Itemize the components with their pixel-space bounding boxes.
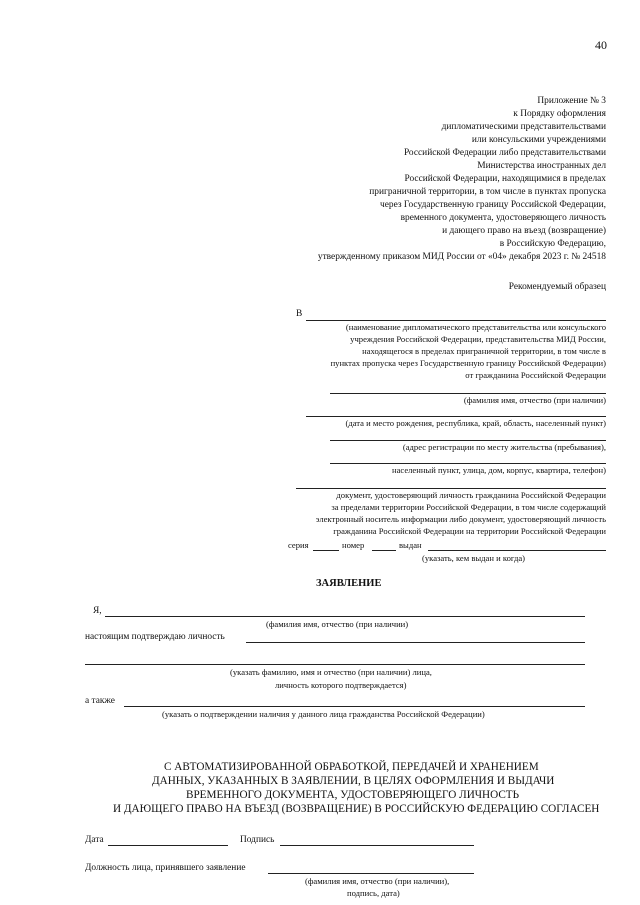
appendix-line: к Порядку оформления xyxy=(513,109,606,119)
statement-fio-line[interactable] xyxy=(105,616,585,617)
number-input[interactable] xyxy=(372,550,396,551)
document-hint: документ, удостоверяющий личность гражданина Российской Федерации xyxy=(336,490,606,500)
official-line[interactable] xyxy=(268,873,474,874)
person-hint: (указать фамилию, имя и отчество (при наличии) лица, xyxy=(230,667,432,677)
appendix-line: в Российскую Федерацию, xyxy=(499,239,606,249)
appendix-line: через Государственную границу Российской Федерации, xyxy=(380,200,606,210)
appendix-line: приграничной территории, в том числе в пунктах пропуска xyxy=(369,187,606,197)
address-hint: (адрес регистрации по месту жительства (пребывания), xyxy=(402,442,606,452)
number-label: номер xyxy=(342,540,365,550)
appendix-line: утвержденному приказом МИД России от «04» декабря 2023 г. № 24518 xyxy=(317,252,606,262)
person-hint: личность которого подтверждается) xyxy=(275,680,407,690)
consent-line: ВРЕМЕННОГО ДОКУМЕНТА, УДОСТОВЕРЯЮЩЕГО ЛИЧНОСТЬ xyxy=(186,789,520,801)
issued-label: выдан xyxy=(399,540,422,550)
statement-fio-hint: (фамилия имя, отчество (при наличии) xyxy=(266,619,409,629)
series-label: серия xyxy=(288,540,309,550)
citizenship-hint: (указать о подтверждении наличия у данного лица гражданства Российской Федерации) xyxy=(162,709,485,719)
consent-line: С АВТОМАТИЗИРОВАННОЙ ОБРАБОТКОЙ, ПЕРЕДАЧЕЙ И ХРАНЕНИЕМ xyxy=(164,761,539,773)
date-label: Дата xyxy=(85,835,104,845)
person-line[interactable] xyxy=(85,664,585,665)
addressee-hint: (наименование дипломатического представительства или консульского xyxy=(345,322,606,332)
appendix-line: временного документа, удостоверяющего личность xyxy=(400,213,606,223)
addressee-hint: находящегося в пределах приграничной территории, в том числе в xyxy=(362,346,606,356)
birth-line[interactable] xyxy=(306,416,606,417)
applicant-fio-line[interactable] xyxy=(330,393,606,394)
appendix-line: Министерства иностранных дел xyxy=(477,161,606,171)
appendix-line: Российской Федерации либо представительствами xyxy=(403,148,606,158)
document-hint: гражданина Российской Федерации на территории Российской Федерации xyxy=(333,526,606,536)
document-hint: за пределами территории Российской Федерации, в том числе содержащий xyxy=(331,502,606,512)
confirm-label: настоящим подтверждаю личность xyxy=(85,632,225,642)
i-label: Я, xyxy=(93,606,102,616)
statement-title: ЗАЯВЛЕНИЕ xyxy=(316,578,382,589)
address-line[interactable] xyxy=(330,440,606,441)
appendix-line: Приложение № 3 xyxy=(537,96,606,106)
also-label: а также xyxy=(85,696,115,706)
birth-hint: (дата и место рождения, республика, край, область, населенный пункт) xyxy=(345,418,606,428)
consent-line: ДАННЫХ, УКАЗАННЫХ В ЗАЯВЛЕНИИ, В ЦЕЛЯХ ОФОРМЛЕНИЯ И ВЫДАЧИ xyxy=(152,775,555,787)
page-number: 40 xyxy=(595,38,607,52)
official-label: Должность лица, принявшего заявление xyxy=(85,863,246,873)
appendix-line: Российской Федерации, находящимися в пределах xyxy=(404,174,606,184)
confirm-line[interactable] xyxy=(246,642,585,643)
addressee-name-line[interactable] xyxy=(306,320,606,321)
locality-hint: населенный пункт, улица, дом, корпус, квартира, телефон) xyxy=(391,465,606,475)
also-line[interactable] xyxy=(124,706,585,707)
series-input[interactable] xyxy=(313,550,339,551)
sign-line[interactable] xyxy=(280,845,474,846)
issued-input[interactable] xyxy=(428,550,606,551)
addressee-prefix: В xyxy=(296,309,303,319)
document-hint: электронный носитель информации либо документ, удостоверяющий личность xyxy=(315,514,606,524)
official-hint: подпись, дата) xyxy=(347,888,400,898)
official-hint: (фамилия имя, отчество (при наличии), xyxy=(305,876,450,886)
addressee-hint: пунктах пропуска через Государственную границу Российской Федерации) xyxy=(330,358,606,368)
addressee-hint: учреждения Российской Федерации, представительства МИД России, xyxy=(350,334,606,344)
appendix-line: и дающего право на въезд (возвращение) xyxy=(442,226,606,236)
issued-hint: (указать, кем выдан и когда) xyxy=(422,553,526,563)
sample-label: Рекомендуемый образец xyxy=(508,282,606,292)
sign-label: Подпись xyxy=(240,835,275,845)
locality-line[interactable] xyxy=(330,463,606,464)
document-line[interactable] xyxy=(296,488,606,489)
from-label: от гражданина Российской Федерации xyxy=(465,370,606,380)
date-line[interactable] xyxy=(108,845,228,846)
appendix-line: дипломатическими представительствами xyxy=(441,122,606,132)
consent-line: И ДАЮЩЕГО ПРАВО НА ВЪЕЗД (ВОЗВРАЩЕНИЕ) В РОССИЙСКУЮ ФЕДЕРАЦИЮ СОГЛАСЕН xyxy=(113,803,600,815)
fio-hint: (фамилия имя, отчество (при наличии) xyxy=(463,395,606,405)
appendix-line: или консульскими учреждениями xyxy=(471,135,606,145)
